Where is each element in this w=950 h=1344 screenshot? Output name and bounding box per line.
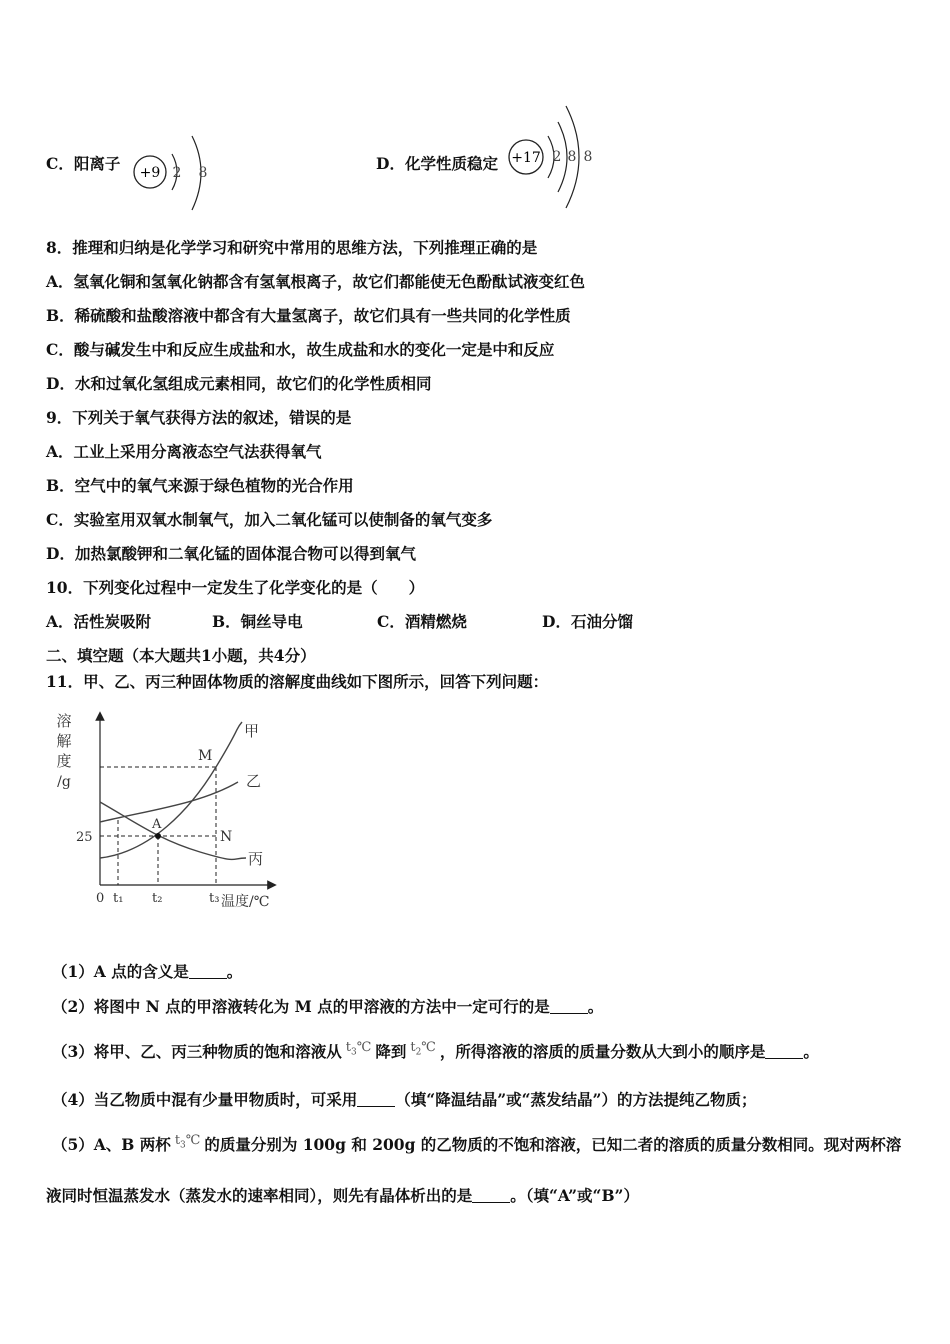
svg-text:t₁: t₁ (113, 891, 124, 906)
q11-part-3: （3）将甲、乙、丙三种物质的饱和溶液从 $t_3℃$ 降到 $t_2℃$ ，所得溶液的溶质的质量分数从大到小的顺序是 。 (52, 1040, 819, 1061)
curve-yi (100, 782, 238, 822)
q11-part-4: （4）当乙物质中混有少量甲物质时，可采用 （填“降温结晶”或“蒸发结晶”）的方法提纯乙物质； (52, 1090, 757, 1109)
q11-part-5-cont: 液同时恒温蒸发水（蒸发水的速率相同），则先有晶体析出的是 。（填“A”或“B”） (46, 1186, 639, 1205)
svg-text:丙: 丙 (248, 850, 264, 868)
answer-blank[interactable] (765, 1044, 803, 1059)
q7-option-c-label: C．阳离子 (46, 154, 121, 173)
q10-option-d: D．石油分馏 (542, 612, 633, 631)
answer-blank[interactable] (189, 964, 227, 979)
q7-option-d-label: D．化学性质稳定 (376, 154, 498, 173)
q9-stem: 9．下列关于氧气获得方法的叙述，错误的是 (46, 408, 352, 427)
svg-text:甲: 甲 (244, 722, 260, 740)
solubility-chart (50, 700, 290, 924)
atom-diagram-d (504, 100, 604, 219)
svg-text:M: M (198, 748, 213, 764)
svg-text:N: N (220, 829, 233, 845)
shell-electrons: 8 (567, 149, 577, 165)
answer-blank[interactable] (357, 1092, 395, 1107)
shell-electrons: 2 (552, 149, 562, 165)
q11-stem: 11．甲、乙、丙三种固体物质的溶解度曲线如下图所示，回答下列问题： (46, 672, 549, 691)
svg-text:t₂: t₂ (152, 891, 163, 906)
x-axis-label: 温度/℃ (221, 894, 270, 910)
svg-text:乙: 乙 (246, 772, 262, 790)
section-heading: 二、填空题（本大题共1小题，共4分） (46, 646, 316, 665)
answer-blank[interactable] (550, 999, 588, 1014)
q8-option-a: A．氢氧化铜和氢氧化钠都含有氢氧根离子，故它们都能使无色酚酞试液变红色 (46, 272, 586, 291)
y-axis-label: 解 (56, 732, 72, 750)
svg-text:25: 25 (76, 830, 93, 845)
answer-blank[interactable] (472, 1188, 510, 1203)
y-axis-label: 溶 (56, 712, 72, 730)
atom-diagram-c (130, 130, 220, 219)
q9-option-d: D．加热氯酸钾和二氧化锰的固体混合物可以得到氧气 (46, 544, 416, 563)
temperature-t3: $t_3℃$ (174, 1133, 201, 1151)
svg-text:t₃: t₃ (209, 891, 220, 906)
q8-stem: 8．推理和归纳是化学学习和研究中常用的思维方法，下列推理正确的是 (46, 238, 538, 257)
q10-stem: 10．下列变化过程中一定发生了化学变化的是（ ） (46, 578, 425, 597)
temperature-t3: $t_3℃$ (345, 1040, 372, 1058)
q8-option-c: C．酸与碱发生中和反应生成盐和水，故生成盐和水的变化一定是中和反应 (46, 340, 555, 359)
shell-electrons: 8 (583, 149, 593, 165)
q8-option-d: D．水和过氧化氢组成元素相同，故它们的化学性质相同 (46, 374, 432, 393)
q11-part-5: （5）A、B 两杯 $t_3℃$ 的质量分别为 100g 和 200g 的乙物质的不饱和溶液，已知二者的溶质的质量分数相同。现对两杯溶 (52, 1133, 902, 1154)
shell-electrons: 8 (198, 165, 208, 181)
y-axis-label: /g (57, 774, 71, 790)
nucleus-charge: +9 (139, 165, 161, 181)
q8-option-b: B．稀硫酸和盐酸溶液中都含有大量氢离子，故它们具有一些共同的化学性质 (46, 306, 571, 325)
q11-part-2: （2）将图中 N 点的甲溶液转化为 M 点的甲溶液的方法中一定可行的是 。 (52, 997, 604, 1016)
q11-part-1: （1）A 点的含义是 。 (52, 962, 243, 981)
svg-text:0: 0 (96, 891, 105, 906)
q9-option-c: C．实验室用双氧水制氧气，加入二氧化锰可以使制备的氧气变多 (46, 510, 493, 529)
q9-option-b: B．空气中的氧气来源于绿色植物的光合作用 (46, 476, 354, 495)
point-a (155, 833, 161, 839)
q10-option-c: C．酒精燃烧 (377, 612, 467, 631)
svg-text:A: A (152, 817, 162, 832)
y-axis-label: 度 (56, 752, 72, 770)
q10-option-a: A．活性炭吸附 (46, 612, 152, 631)
shell-electrons: 2 (172, 165, 182, 181)
temperature-t2: $t_2℃$ (410, 1040, 436, 1058)
q10-option-b: B．铜丝导电 (212, 612, 303, 631)
q9-option-a: A．工业上采用分离液态空气法获得氧气 (46, 442, 322, 461)
nucleus-charge: +17 (511, 150, 541, 166)
